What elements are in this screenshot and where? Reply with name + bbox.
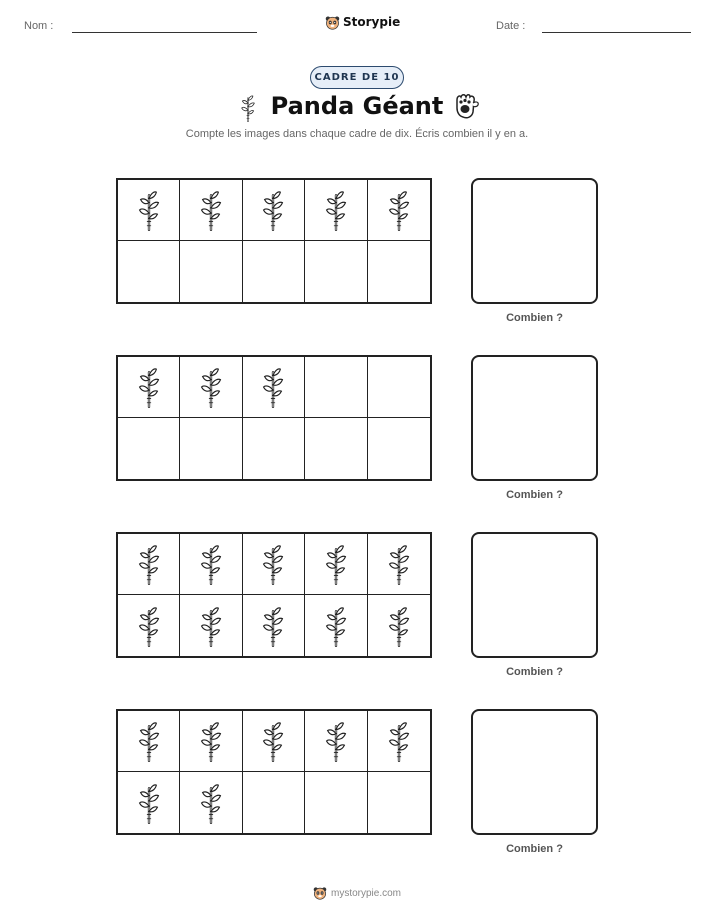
ten-frame-cell bbox=[180, 595, 242, 656]
ten-frame-cell bbox=[305, 241, 367, 302]
brand-logo bbox=[325, 13, 400, 31]
ten-frame-cell bbox=[243, 241, 305, 302]
ten-frame-cell bbox=[305, 711, 367, 772]
bamboo-sprout-icon bbox=[260, 543, 286, 585]
bamboo-sprout-icon bbox=[386, 720, 412, 762]
ten-frame-cell bbox=[118, 180, 180, 241]
bamboo-sprout-icon bbox=[198, 720, 224, 762]
date-write-line bbox=[542, 32, 691, 33]
bamboo-sprout-icon bbox=[198, 366, 224, 408]
ten-frame-cell bbox=[368, 595, 430, 656]
ten-frame-cell bbox=[243, 534, 305, 595]
ten-frame-cell bbox=[118, 418, 180, 479]
ten-frame-cell bbox=[305, 418, 367, 479]
footer bbox=[0, 886, 714, 900]
bamboo-sprout-icon bbox=[386, 189, 412, 231]
bamboo-sprout-icon bbox=[136, 543, 162, 585]
ten-frame-cell bbox=[180, 180, 242, 241]
ten-frame-cell bbox=[118, 595, 180, 656]
bamboo-sprout-icon bbox=[323, 543, 349, 585]
answer-label: Combien ? bbox=[506, 489, 563, 501]
ten-frame-cell bbox=[243, 418, 305, 479]
date-label: Date : bbox=[496, 20, 526, 32]
ten-frame-cell bbox=[180, 711, 242, 772]
bamboo-sprout-icon bbox=[323, 605, 349, 647]
ten-frame-cell bbox=[305, 357, 367, 418]
ten-frame-cell bbox=[305, 534, 367, 595]
ten-frame-cell bbox=[180, 241, 242, 302]
bamboo-sprout-icon bbox=[323, 189, 349, 231]
ten-frame bbox=[116, 355, 432, 481]
ten-frame-cell bbox=[180, 418, 242, 479]
ten-frame-cell bbox=[368, 180, 430, 241]
ten-frame-cell bbox=[368, 772, 430, 833]
ten-frame-cell bbox=[118, 772, 180, 833]
bamboo-sprout-icon bbox=[198, 189, 224, 231]
ten-frame bbox=[116, 178, 432, 304]
worksheet-type-badge: CADRE DE 10 bbox=[310, 66, 404, 89]
panda-logo-icon bbox=[313, 886, 327, 900]
ten-frame-cell bbox=[118, 711, 180, 772]
bamboo-sprout-icon bbox=[136, 189, 162, 231]
worksheet-title: Panda Géant bbox=[270, 92, 444, 120]
bamboo-sprout-icon bbox=[323, 720, 349, 762]
answer-box[interactable] bbox=[471, 178, 598, 304]
bamboo-sprout-icon bbox=[198, 543, 224, 585]
ten-frame-cell bbox=[243, 772, 305, 833]
ten-frame-cell bbox=[368, 357, 430, 418]
answer-label: Combien ? bbox=[506, 312, 563, 324]
bamboo-sprout-icon bbox=[136, 605, 162, 647]
name-write-line bbox=[72, 32, 257, 33]
instructions: Compte les images dans chaque cadre de dix. Écris combien il y en a. bbox=[185, 128, 529, 140]
bamboo-sprout-icon bbox=[260, 605, 286, 647]
ten-frame-cell bbox=[118, 534, 180, 595]
answer-label: Combien ? bbox=[506, 843, 563, 855]
bamboo-sprout-icon bbox=[136, 782, 162, 824]
bamboo-sprout-icon bbox=[386, 605, 412, 647]
panda-paw-icon bbox=[452, 91, 482, 121]
panda-logo-icon bbox=[325, 15, 340, 30]
answer-box[interactable] bbox=[471, 532, 598, 658]
footer-url: mystorypie.com bbox=[330, 887, 401, 899]
bamboo-sprout-icon bbox=[260, 366, 286, 408]
ten-frame-cell bbox=[368, 241, 430, 302]
answer-label: Combien ? bbox=[506, 666, 563, 678]
ten-frame-cell bbox=[180, 357, 242, 418]
ten-frame-cell bbox=[305, 595, 367, 656]
ten-frame bbox=[116, 532, 432, 658]
bamboo-sprout-icon bbox=[386, 543, 412, 585]
ten-frame-cell bbox=[368, 534, 430, 595]
bamboo-sprout-icon bbox=[198, 782, 224, 824]
brand-name: Storypie bbox=[343, 15, 401, 29]
ten-frame-cell bbox=[118, 241, 180, 302]
bamboo-sprout-icon bbox=[260, 720, 286, 762]
ten-frame-cell bbox=[305, 772, 367, 833]
bamboo-sprout-icon bbox=[136, 366, 162, 408]
ten-frame-cell bbox=[243, 357, 305, 418]
ten-frame-cell bbox=[368, 711, 430, 772]
ten-frame-cell bbox=[180, 534, 242, 595]
ten-frame-cell bbox=[118, 357, 180, 418]
name-label: Nom : bbox=[24, 20, 54, 32]
ten-frame-cell bbox=[180, 772, 242, 833]
ten-frame-cell bbox=[368, 418, 430, 479]
answer-box[interactable] bbox=[471, 355, 598, 481]
bamboo-sprout-icon bbox=[136, 720, 162, 762]
answer-box[interactable] bbox=[471, 709, 598, 835]
ten-frame-cell bbox=[243, 180, 305, 241]
bamboo-sprout-icon bbox=[198, 605, 224, 647]
ten-frame-cell bbox=[305, 180, 367, 241]
ten-frame-cell bbox=[243, 595, 305, 656]
bamboo-sprout-icon bbox=[260, 189, 286, 231]
ten-frame bbox=[116, 709, 432, 835]
ten-frame-cell bbox=[243, 711, 305, 772]
